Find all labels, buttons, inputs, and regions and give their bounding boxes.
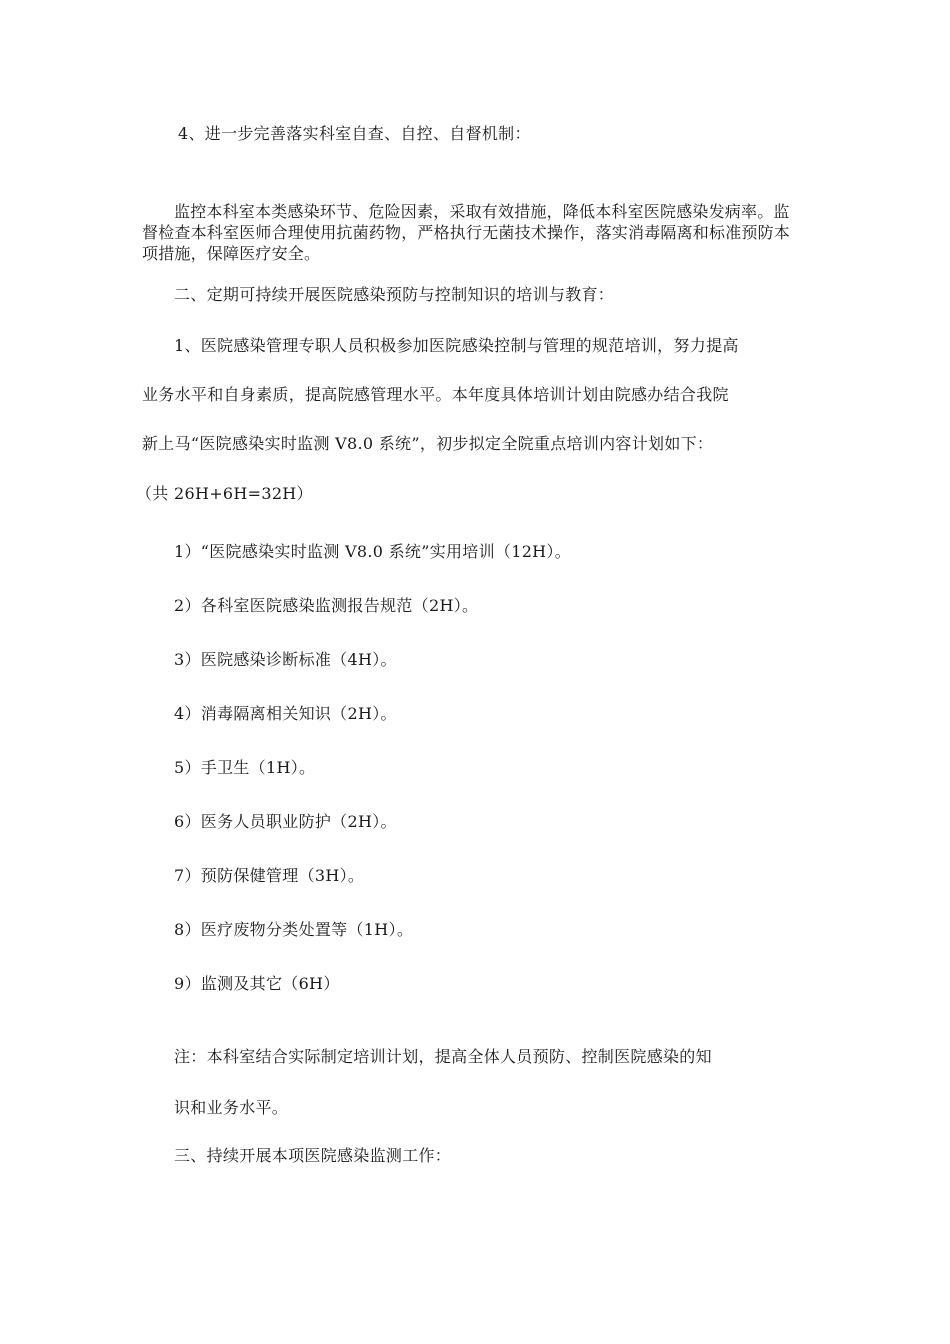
training-item: 7）预防保健管理（3H）。 <box>174 866 365 885</box>
note-line-1: 注：本科室结合实际制定培训计划，提高全体人员预防、控制医院感染的知 <box>174 1047 712 1066</box>
training-item: 9）监测及其它（6H） <box>174 974 340 993</box>
item1-line-2: 业务水平和自身素质，提高院感管理水平。本年度具体培训计划由院感办结合我院 <box>142 385 729 404</box>
training-item: 4）消毒隔离相关知识（2H）。 <box>174 704 397 723</box>
section2-heading: 二、定期可持续开展医院感染预防与控制知识的培训与教育： <box>174 285 615 304</box>
training-item: 5）手卫生（1H）。 <box>174 758 316 777</box>
training-item: 8）医疗废物分类处置等（1H）。 <box>174 920 414 939</box>
monitor-paragraph: 监控本科室本类感染环节、危险因素，采取有效措施，降低本科室医院感染发病率。监督检查本科室医师合理使用抗菌药物，严格执行无菌技术操作，落实消毒隔离和标准预防本项措施，保障医疗安全。 <box>142 202 791 263</box>
item1-line-1: 1、医院感染管理专职人员积极参加医院感染控制与管理的规范培训，努力提高 <box>174 336 739 355</box>
training-item: 3）医院感染诊断标准（4H）。 <box>174 650 397 669</box>
training-item: 6）医务人员职业防护（2H）。 <box>174 812 397 831</box>
note-line-2: 识和业务水平。 <box>174 1098 289 1117</box>
training-item: 2）各科室医院感染监测报告规范（2H）。 <box>174 596 479 615</box>
item1-line-3: 新上马“医院感染实时监测 V8.0 系统”，初步拟定全院重点培训内容计划如下： <box>142 434 714 453</box>
item4-heading: 4、进一步完善落实科室自查、自控、自督机制： <box>178 124 531 143</box>
section3-heading: 三、持续开展本项医院感染监测工作： <box>174 1146 452 1165</box>
item1-line-4: （共 26H+6H=32H） <box>136 484 313 503</box>
training-item: 1）“医院感染实时监测 V8.0 系统”实用培训（12H）。 <box>174 542 572 561</box>
